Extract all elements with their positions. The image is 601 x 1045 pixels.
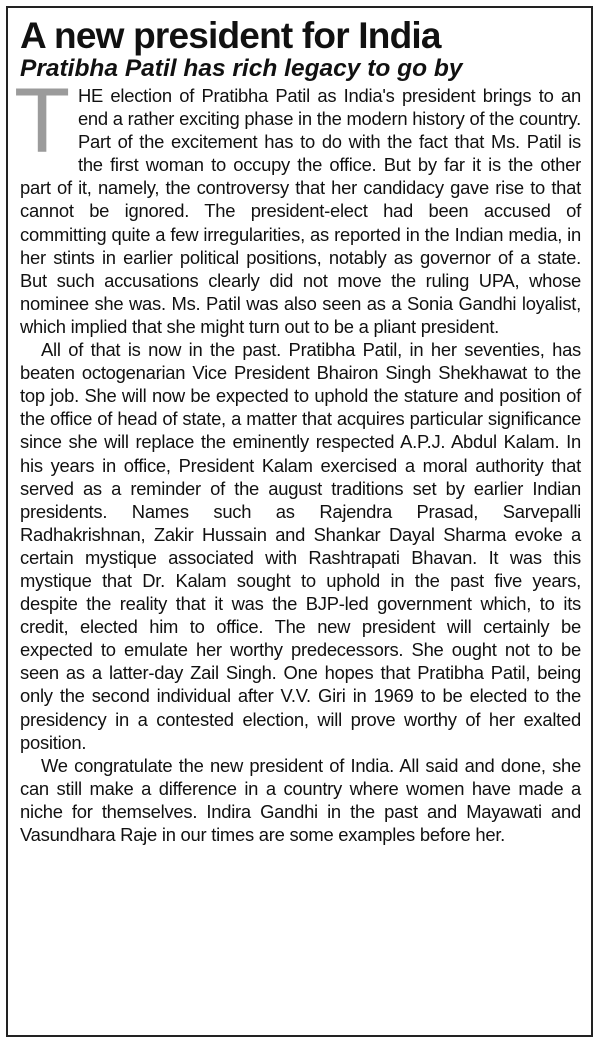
paragraph-3: We congratulate the new president of India. All said and done, she can still make a difference in a country where women have made a niche for themselves. Indira Gandhi in the past and Mayawati and Vasundhara Raje in our times are some examples before her. bbox=[20, 754, 581, 845]
paragraph-2: All of that is now in the past. Pratibha Patil, in her seventies, has beaten octogenarian Vice President Bhairon Singh Shekhawat to the top job. She will now be expected to uphold the stature and position of the office of head of state, a matter that acquires particular significance since she will replace the eminently respected A.P.J. Abdul Kalam. In his years in office, President Kalam exercised a moral authority that served as a reminder of the august traditions set by earlier Indian presidents. Names such as Rajendra Prasad, Sarvepalli Radhakrishnan, Zakir Hussain and Shankar Dayal Sharma evoke a certain mystique associated with Rashtrapati Bhavan. It was this mystique that Dr. Kalam sought to uphold in the past five years, despite the reality that it was the BJP-led government which, to its credit, elected him to office. The new president will certainly be expected to emulate her worthy predecessors. She ought not to be seen as a latter-day Zail Singh. One hopes that Pratibha Patil, being only the second individual after V.V. Giri in 1969 to be elected to the presidency in a contested election, will prove worthy of her exalted position. bbox=[20, 339, 581, 753]
paragraph-1 bbox=[14, 70, 581, 338]
article-body bbox=[14, 70, 581, 846]
drop-cap: T bbox=[14, 70, 70, 172]
paragraph-1-text: HE election of Pratibha Patil as India's president brings to an end a rather exciting phase in the modern history of the country. Part of the excitement has to do with the fact that Ms. Patil is the first woman to occupy the office. But by far it is the other part of it, namely, the controversy that her candidacy gave rise to that cannot be ignored. The president-elect had been accused of committing quite a few irregularities, as reported in the Indian media, in her stints in earlier political positions, notably as governor of a state. But such accusations clearly did not move the ruling UPA, whose nominee she was. Ms. Patil was also seen as a Sonia Gandhi loyalist, which implied that she might turn out to be a pliant president. bbox=[20, 85, 581, 337]
subheadline: Pratibha Patil has rich legacy to go by bbox=[20, 55, 463, 82]
editorial-article bbox=[6, 6, 593, 1037]
headline: A new president for India bbox=[20, 15, 441, 56]
